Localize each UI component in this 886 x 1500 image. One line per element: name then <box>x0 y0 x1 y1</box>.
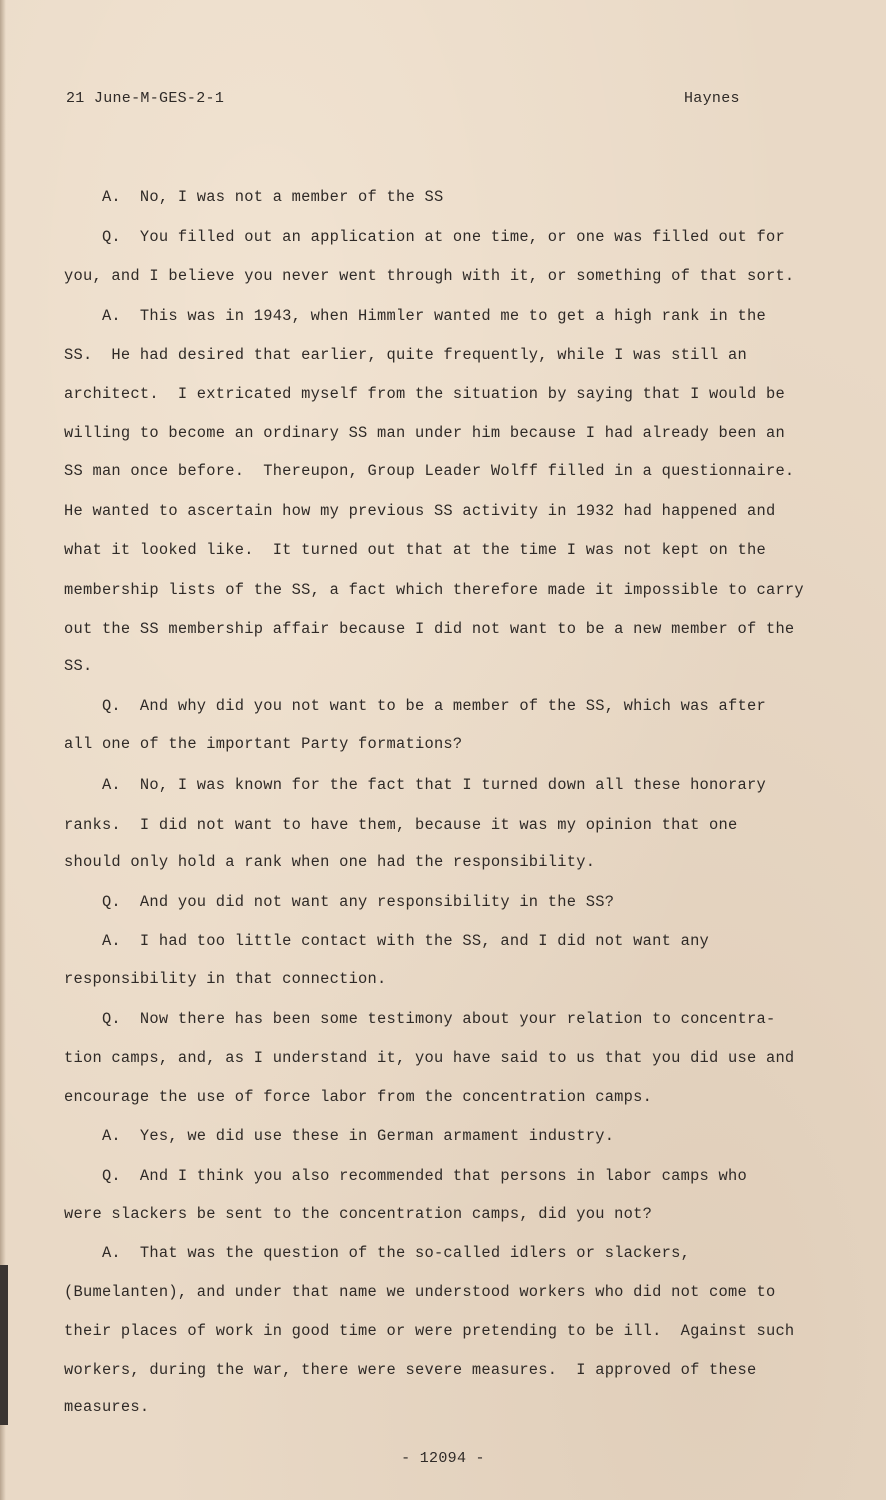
text-line: willing to become an ordinary SS man under him because I had already been an <box>64 424 785 442</box>
text-line: A. That was the question of the so-called idlers or slackers, <box>64 1244 691 1262</box>
text-line: responsibility in that connection. <box>64 970 387 988</box>
text-line: their places of work in good time or were pretending to be ill. Against such <box>64 1322 795 1340</box>
text-line: A. No, I was not a member of the SS <box>64 188 444 206</box>
text-line: SS man once before. Thereupon, Group Leader Wolff filled in a questionnaire. <box>64 462 795 480</box>
text-line: encourage the use of force labor from the concentration camps. <box>64 1088 653 1106</box>
text-line: Q. And why did you not want to be a member of the SS, which was after <box>64 697 766 715</box>
text-line: Q. You filled out an application at one time, or one was filled out for <box>64 228 785 246</box>
text-line: Q. Now there has been some testimony about your relation to concentra- <box>64 1010 776 1028</box>
text-line: were slackers be sent to the concentration camps, did you not? <box>64 1205 653 1223</box>
reporter-name: Haynes <box>684 90 740 107</box>
text-line: Q. And you did not want any responsibility in the SS? <box>64 893 615 911</box>
text-line: SS. <box>64 657 93 675</box>
page-number: - 12094 - <box>401 1450 485 1467</box>
text-line: A. Yes, we did use these in German armament industry. <box>64 1127 615 1145</box>
text-line: should only hold a rank when one had the responsibility. <box>64 853 596 871</box>
document-id: 21 June-M-GES-2-1 <box>66 90 225 107</box>
text-line: A. No, I was known for the fact that I turned down all these honorary <box>64 776 766 794</box>
text-line: ranks. I did not want to have them, because it was my opinion that one <box>64 816 738 834</box>
text-line: what it looked like. It turned out that at the time I was not kept on the <box>64 541 766 559</box>
text-line: architect. I extricated myself from the situation by saying that I would be <box>64 385 785 403</box>
edge-binding-mark <box>0 1265 8 1425</box>
text-line: SS. He had desired that earlier, quite frequently, while I was still an <box>64 346 747 364</box>
text-line: measures. <box>64 1398 150 1416</box>
text-line: workers, during the war, there were severe measures. I approved of these <box>64 1361 757 1379</box>
text-line: He wanted to ascertain how my previous SS activity in 1932 had happened and <box>64 502 776 520</box>
text-line: membership lists of the SS, a fact which therefore made it impossible to carry <box>64 581 804 599</box>
text-line: you, and I believe you never went through with it, or something of that sort. <box>64 267 795 285</box>
text-line: out the SS membership affair because I did not want to be a new member of the <box>64 620 795 638</box>
text-line: A. I had too little contact with the SS, and I did not want any <box>64 932 710 950</box>
text-line: tion camps, and, as I understand it, you have said to us that you did use and <box>64 1049 795 1067</box>
text-line: (Bumelanten), and under that name we understood workers who did not come to <box>64 1283 776 1301</box>
text-line: all one of the important Party formations? <box>64 735 463 753</box>
text-line: A. This was in 1943, when Himmler wanted me to get a high rank in the <box>64 307 766 325</box>
text-line: Q. And I think you also recommended that persons in labor camps who <box>64 1167 747 1185</box>
